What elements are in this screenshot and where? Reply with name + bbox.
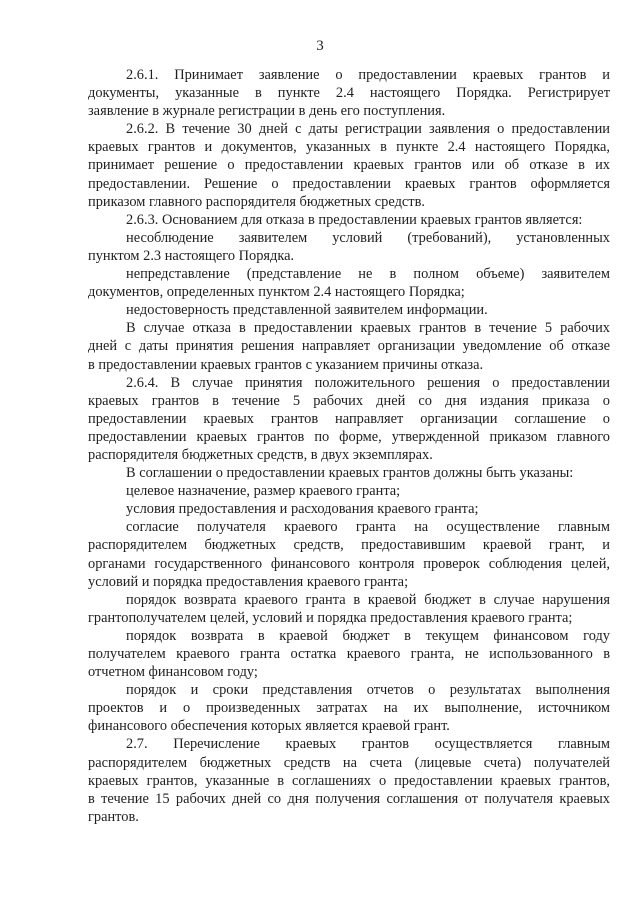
page-number: 3 — [316, 38, 324, 54]
paragraph-line: предоставлении краевых грантов по форме, утвержденной приказом главного — [88, 428, 610, 445]
paragraph-line: краевых грантов и документов, указанных в пункте 2.4 настоящего Порядка, — [88, 139, 610, 156]
paragraph-line: краевых грантов в течение 5 рабочих дней со дня издания приказа о — [88, 392, 610, 409]
paragraph-line: распорядителем бюджетных средств, предоставившим краевой грант, и — [88, 537, 610, 554]
paragraph — [88, 500, 610, 518]
paragraph-line: проектов и о произведенных затратах на их выполнение, источником — [88, 700, 610, 717]
paragraph — [88, 591, 610, 627]
paragraph — [88, 319, 610, 373]
paragraph-line: краевых грантов, указанные в соглашениях о предоставлении краевых грантов, — [88, 772, 610, 789]
paragraph-line: согласие получателя краевого гранта на осуществление главным — [126, 519, 610, 536]
paragraph — [88, 518, 610, 590]
paragraph-line: в предоставлении краевых грантов с указанием причины отказа. — [88, 356, 484, 373]
paragraph — [88, 735, 610, 825]
paragraph-line: документов, определенных пунктом 2.4 настоящего Порядка; — [88, 284, 465, 301]
paragraph-line: порядок и сроки представления отчетов о результатах выполнения — [126, 682, 610, 699]
paragraph-line: дней с даты принятия решения направляет организации уведомление об отказе — [88, 338, 610, 355]
paragraph-line: финансового обеспечения которых является краевой грант. — [88, 718, 450, 735]
paragraph-line: распорядителя бюджетных средств, в двух экземплярах. — [88, 446, 433, 463]
paragraph-line: пунктом 2.3 настоящего Порядка. — [88, 247, 295, 264]
paragraph — [88, 265, 610, 301]
paragraph-line: документы, указанные в пункте 2.4 настоящего Порядка. Регистрирует — [88, 85, 610, 102]
paragraph — [88, 627, 610, 681]
paragraph-line: непредставление (представление не в полном объеме) заявителем — [126, 266, 610, 283]
paragraph-line: заявление в журнале регистрации в день его поступления. — [88, 103, 446, 120]
paragraph — [88, 211, 610, 229]
paragraph-line: получателем краевого гранта остатка краевого гранта, не использованного в — [88, 646, 610, 662]
paragraph-line: распорядителем бюджетных средств на счета (лицевые счета) получателей — [88, 754, 610, 771]
paragraph — [88, 120, 610, 210]
paragraph — [88, 229, 610, 265]
paragraph-line: 2.6.3. Основанием для отказа в предоставлении краевых грантов является: — [126, 211, 583, 228]
paragraph-line: несоблюдение заявителем условий (требований), установленных — [126, 229, 610, 246]
paragraph-line: в течение 15 рабочих дней со дня получения соглашения от получателя краевых — [88, 790, 610, 807]
paragraph-line: предоставлении. Решение о предоставлении краевых грантов оформляется — [88, 175, 610, 192]
paragraph-line: 2.6.1. Принимает заявление о предоставлении краевых грантов и — [126, 67, 610, 83]
paragraph — [88, 464, 610, 482]
paragraph — [88, 374, 610, 464]
paragraph-line: целевое назначение, размер краевого гранта; — [126, 483, 401, 500]
paragraph-line: 2.7. Перечисление краевых грантов осуществляется главным — [126, 736, 610, 753]
paragraph — [88, 482, 610, 500]
paragraph-line: 2.6.2. В течение 30 дней с даты регистрации заявления о предоставлении — [126, 121, 610, 138]
paragraph-line: В случае отказа в предоставлении краевых грантов в течение 5 рабочих — [126, 320, 610, 337]
paragraph-line: грантов. — [88, 808, 139, 825]
document-body — [88, 66, 610, 826]
paragraph — [88, 66, 610, 120]
paragraph — [88, 301, 610, 319]
paragraph-line: приказом главного распорядителя бюджетных средств. — [88, 193, 425, 210]
paragraph-line: условий и порядка предоставления краевого гранта; — [88, 573, 409, 590]
paragraph-line: недостоверность представленной заявителем информации. — [126, 302, 488, 319]
paragraph-line: порядок возврата краевого гранта в краевой бюджет в случае нарушения — [126, 591, 610, 608]
paragraph-line: В соглашении о предоставлении краевых грантов должны быть указаны: — [126, 465, 574, 482]
paragraph-line: предоставлении краевых грантов направляет организации соглашение о — [88, 410, 610, 427]
paragraph-line: грантополучателем целей, условий и порядка предоставления краевого гранта; — [88, 609, 573, 626]
paragraph-line: условия предоставления и расходования краевого гранта; — [126, 501, 479, 518]
paragraph-line: органами государственного финансового контроля проверок соблюдения целей, — [88, 555, 610, 572]
paragraph-line: 2.6.4. В случае принятия положительного решения о предоставлении — [126, 374, 610, 391]
paragraph-line: порядок возврата в краевой бюджет в текущем финансовом году — [126, 627, 610, 644]
paragraph — [88, 681, 610, 735]
paragraph-line: принимает решение о предоставлении краевых грантов или об отказе в их — [88, 157, 610, 174]
paragraph-line: отчетном финансовом году; — [88, 664, 258, 681]
